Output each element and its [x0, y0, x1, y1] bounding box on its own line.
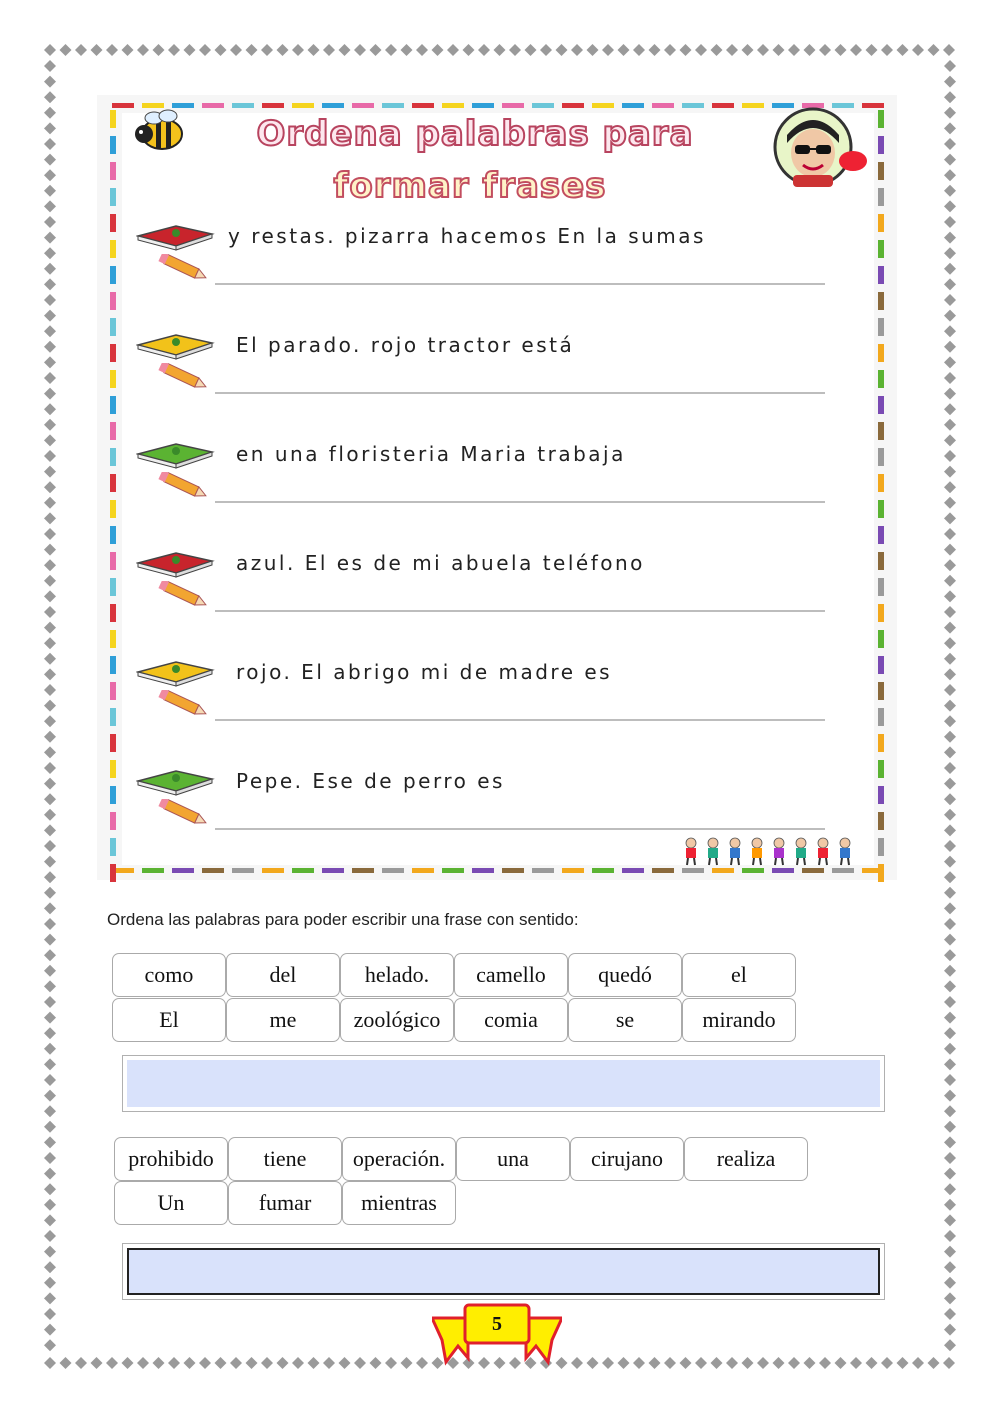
stripe-segment — [232, 103, 254, 108]
stripe-segment — [110, 630, 116, 648]
writing-line — [215, 501, 825, 503]
stripe-segment — [202, 868, 224, 873]
stripe-segment — [352, 868, 374, 873]
stripe-segment — [110, 396, 116, 414]
stripe-segment — [412, 103, 434, 108]
word-tile[interactable]: helado. — [340, 953, 454, 997]
stripe-segment — [878, 526, 884, 544]
stripe-segment — [878, 760, 884, 778]
stripe-segment — [878, 214, 884, 232]
stripe-segment — [292, 868, 314, 873]
book-icon — [136, 767, 216, 797]
stripe-segment — [878, 188, 884, 206]
stripe-segment — [878, 474, 884, 492]
exercise-instruction: Ordena las palabras para poder escribir una frase con sentido: — [107, 910, 579, 929]
page-number: 5 — [492, 1312, 502, 1335]
stripe-segment — [878, 344, 884, 362]
book-icon — [136, 440, 216, 470]
stripe-segment — [532, 103, 554, 108]
stripe-segment — [712, 103, 734, 108]
stripe-segment — [878, 708, 884, 726]
stripe-segment — [592, 103, 614, 108]
stripe-segment — [322, 103, 344, 108]
word-tile[interactable]: el — [682, 953, 796, 997]
stripe-segment — [878, 422, 884, 440]
stripe-segment — [878, 864, 884, 882]
answer-box-2[interactable] — [122, 1243, 885, 1300]
book-icon — [136, 549, 216, 579]
stripe-segment — [110, 734, 116, 752]
stripe-segment — [502, 103, 524, 108]
stripe-segment — [472, 868, 494, 873]
stripe-segment — [110, 578, 116, 596]
stripe-segment — [878, 240, 884, 258]
pencil-icon — [158, 690, 212, 718]
stripe-segment — [322, 868, 344, 873]
stripe-segment — [110, 162, 116, 180]
word-tile[interactable]: una — [456, 1137, 570, 1181]
word-tile[interactable]: me — [226, 998, 340, 1042]
stripe-segment — [110, 344, 116, 362]
stripe-segment — [110, 266, 116, 284]
stripe-segment — [110, 526, 116, 544]
stripe-segment — [110, 864, 116, 882]
pencil-icon — [158, 363, 212, 391]
stripe-segment — [682, 103, 704, 108]
word-tile[interactable]: prohibido — [114, 1137, 228, 1181]
stripe-segment — [878, 656, 884, 674]
stripe-segment — [262, 868, 284, 873]
stripe-segment — [110, 760, 116, 778]
pencil-icon — [158, 799, 212, 827]
stripe-segment — [142, 868, 164, 873]
stripe-segment — [712, 868, 734, 873]
stripe-segment — [110, 552, 116, 570]
stripe-segment — [110, 188, 116, 206]
word-tile[interactable]: mirando — [682, 998, 796, 1042]
word-tile[interactable]: quedó — [568, 953, 682, 997]
stripe-segment — [352, 103, 374, 108]
stripe-segment — [878, 552, 884, 570]
stripe-segment — [442, 868, 464, 873]
stripe-segment — [110, 682, 116, 700]
stripe-segment — [878, 578, 884, 596]
stripe-segment — [172, 868, 194, 873]
word-tile[interactable]: tiene — [228, 1137, 342, 1181]
writing-line — [215, 828, 825, 830]
answer-drop-area-2[interactable] — [127, 1248, 880, 1295]
scrambled-sentence: en una floristeria Maria trabaja — [236, 442, 626, 466]
stripe-segment — [562, 868, 584, 873]
stripe-segment — [110, 240, 116, 258]
pencil-icon — [158, 472, 212, 500]
stripe-segment — [878, 318, 884, 336]
stripe-segment — [622, 103, 644, 108]
stripe-segment — [442, 103, 464, 108]
stripe-segment — [382, 868, 404, 873]
stripe-segment — [110, 812, 116, 830]
stripe-segment — [110, 292, 116, 310]
stripe-segment — [110, 370, 116, 388]
stripe-segment — [878, 500, 884, 518]
word-tile[interactable]: como — [112, 953, 226, 997]
stripe-segment — [878, 292, 884, 310]
word-tile[interactable]: zoológico — [340, 998, 454, 1042]
stripe-segment — [622, 868, 644, 873]
stripe-segment — [292, 103, 314, 108]
stripe-segment — [592, 868, 614, 873]
stripe-segment — [878, 370, 884, 388]
stripe-segment — [878, 604, 884, 622]
stripe-segment — [110, 448, 116, 466]
stripe-segment — [382, 103, 404, 108]
word-tile[interactable]: operación. — [342, 1137, 456, 1181]
stripe-segment — [110, 136, 116, 154]
pencil-icon — [158, 254, 212, 282]
stripe-segment — [232, 868, 254, 873]
book-icon — [136, 658, 216, 688]
stripe-segment — [878, 812, 884, 830]
stripe-segment — [878, 630, 884, 648]
stripe-segment — [832, 868, 854, 873]
scrambled-sentence: rojo. El abrigo mi de madre es — [236, 660, 613, 684]
writing-line — [215, 392, 825, 394]
stripe-segment — [652, 103, 674, 108]
book-icon — [136, 331, 216, 361]
word-tile[interactable]: El — [112, 998, 226, 1042]
word-tile[interactable]: mientras — [342, 1181, 456, 1225]
stripe-segment — [802, 868, 824, 873]
stripe-segment — [878, 682, 884, 700]
children-decoration-icon — [683, 835, 868, 867]
stripe-segment — [202, 103, 224, 108]
stripe-segment — [472, 103, 494, 108]
stripe-segment — [878, 396, 884, 414]
stripe-segment — [262, 103, 284, 108]
word-tile[interactable]: fumar — [228, 1181, 342, 1225]
stripe-segment — [532, 868, 554, 873]
scrambled-sentence: y restas. pizarra hacemos En la sumas — [228, 224, 706, 248]
writing-line — [215, 610, 825, 612]
stripe-segment — [110, 604, 116, 622]
word-tile[interactable]: Un — [114, 1181, 228, 1225]
stripe-segment — [652, 868, 674, 873]
stripe-segment — [110, 786, 116, 804]
answer-box-1[interactable] — [122, 1055, 885, 1112]
stripe-segment — [742, 868, 764, 873]
stripe-segment — [110, 656, 116, 674]
stripe-segment — [682, 868, 704, 873]
word-tile[interactable]: cirujano — [570, 1137, 684, 1181]
answer-drop-area-1[interactable] — [127, 1060, 880, 1107]
stripe-segment — [878, 448, 884, 466]
stripe-segment — [110, 500, 116, 518]
pencil-icon — [158, 581, 212, 609]
stripe-segment — [772, 868, 794, 873]
word-tile[interactable]: camello — [454, 953, 568, 997]
word-tile[interactable]: realiza — [684, 1137, 808, 1181]
stripe-segment — [412, 868, 434, 873]
stripe-segment — [878, 786, 884, 804]
word-tile[interactable]: del — [226, 953, 340, 997]
word-tile[interactable]: comia — [454, 998, 568, 1042]
stripe-segment — [110, 110, 116, 128]
writing-line — [215, 719, 825, 721]
scrambled-sentence: El parado. rojo tractor está — [236, 333, 575, 357]
stripe-segment — [502, 868, 524, 873]
stripe-segment — [878, 266, 884, 284]
stripe-segment — [110, 214, 116, 232]
scrambled-sentence: azul. El es de mi abuela teléfono — [236, 551, 645, 575]
worksheet-title-line1: Ordena palabras para — [256, 114, 694, 154]
stripe-segment — [110, 474, 116, 492]
word-tile[interactable]: se — [568, 998, 682, 1042]
scrambled-sentence: Pepe. Ese de perro es — [236, 769, 505, 793]
stripe-segment — [562, 103, 584, 108]
worksheet-title-line2: formar frases — [333, 166, 607, 206]
stripe-segment — [110, 838, 116, 856]
stripe-segment — [878, 734, 884, 752]
stripe-segment — [110, 422, 116, 440]
stripe-segment — [878, 838, 884, 856]
stripe-segment — [110, 318, 116, 336]
stripe-segment — [110, 708, 116, 726]
book-icon — [136, 222, 216, 252]
writing-line — [215, 283, 825, 285]
